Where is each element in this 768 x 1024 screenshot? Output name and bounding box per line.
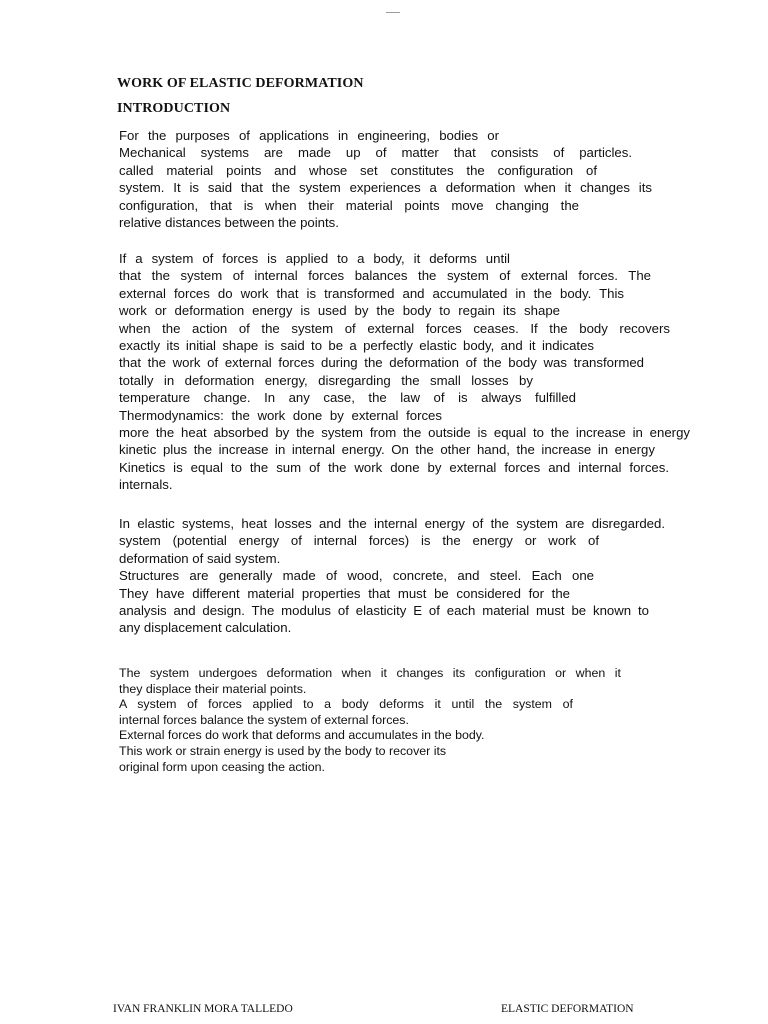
text-line: system. It is said that the system experiences a deformation when it changes its <box>119 180 652 196</box>
text-line: exactly its initial shape is said to be a perfectly elastic body, and it indicates <box>119 337 594 353</box>
text-line: configuration, that is when their material points move changing the <box>119 197 579 213</box>
text-line: This work or strain energy is used by the body to recover its <box>119 743 447 758</box>
text-line: that the work of external forces during the deformation of the body was transformed <box>119 355 644 371</box>
section-heading: INTRODUCTION <box>117 101 231 116</box>
text-line: Structures are generally made of wood, concrete, and steel. Each one <box>119 568 594 584</box>
text-line: deformation of said system. <box>119 550 281 566</box>
text-line: any displacement calculation. <box>119 620 292 636</box>
text-line: original form upon ceasing the action. <box>119 759 325 774</box>
text-line: external forces do work that is transformed and accumulated in the body. This <box>119 285 624 301</box>
text-line: called material points and whose set constitutes the configuration of <box>119 162 597 178</box>
text-line: For the purposes of applications in engineering, bodies or <box>119 128 499 143</box>
text-line: A system of forces applied to a body deforms it until the system of <box>119 697 573 712</box>
document-title: WORK OF ELASTIC DEFORMATION <box>117 76 364 91</box>
text-line: Thermodynamics: the work done by external forces <box>119 407 442 423</box>
page-top-mark <box>386 12 400 13</box>
text-line: The system undergoes deformation when it changes its configuration or when it <box>119 666 621 680</box>
text-line: internal forces balance the system of external forces. <box>119 712 409 727</box>
paragraph-2 <box>119 250 690 493</box>
text-line: They have different material properties that must be considered for the <box>119 585 570 601</box>
text-line: totally in deformation energy, disregarding the small losses by <box>119 372 533 388</box>
paragraph-3 <box>119 515 665 637</box>
text-line: when the action of the system of external forces ceases. If the body recovers <box>119 320 670 336</box>
footer-running-title: ELASTIC DEFORMATION <box>501 1003 634 1015</box>
text-line: relative distances between the points. <box>119 214 339 230</box>
footer-author: IVAN FRANKLIN MORA TALLEDO <box>113 1003 293 1015</box>
text-line: that the system of internal forces balances the system of external forces. The <box>119 268 651 284</box>
text-line: Mechanical systems are made up of matter that consists of particles. <box>119 145 632 161</box>
text-line: more the heat absorbed by the system from the outside is equal to the increase in energy <box>119 424 690 440</box>
text-line: External forces do work that deforms and accumulates in the body. <box>119 728 485 743</box>
text-line: work or deformation energy is used by the body to regain its shape <box>119 303 560 319</box>
text-line: analysis and design. The modulus of elasticity E of each material must be known to <box>119 602 649 618</box>
text-line: internals. <box>119 477 173 493</box>
paragraph-4 <box>119 666 621 775</box>
paragraph-1 <box>119 127 652 231</box>
text-line: they displace their material points. <box>119 681 307 696</box>
text-line: Kinetics is equal to the sum of the work done by external forces and internal forces. <box>119 459 669 475</box>
text-line: In elastic systems, heat losses and the internal energy of the system are disregarded. <box>119 516 665 531</box>
text-line: system (potential energy of internal forces) is the energy or work of <box>119 533 599 549</box>
text-line: If a system of forces is applied to a body, it deforms until <box>119 251 510 266</box>
text-line: temperature change. In any case, the law of is always fulfilled <box>119 390 576 406</box>
text-line: kinetic plus the increase in internal energy. On the other hand, the increase in energy <box>119 442 655 458</box>
